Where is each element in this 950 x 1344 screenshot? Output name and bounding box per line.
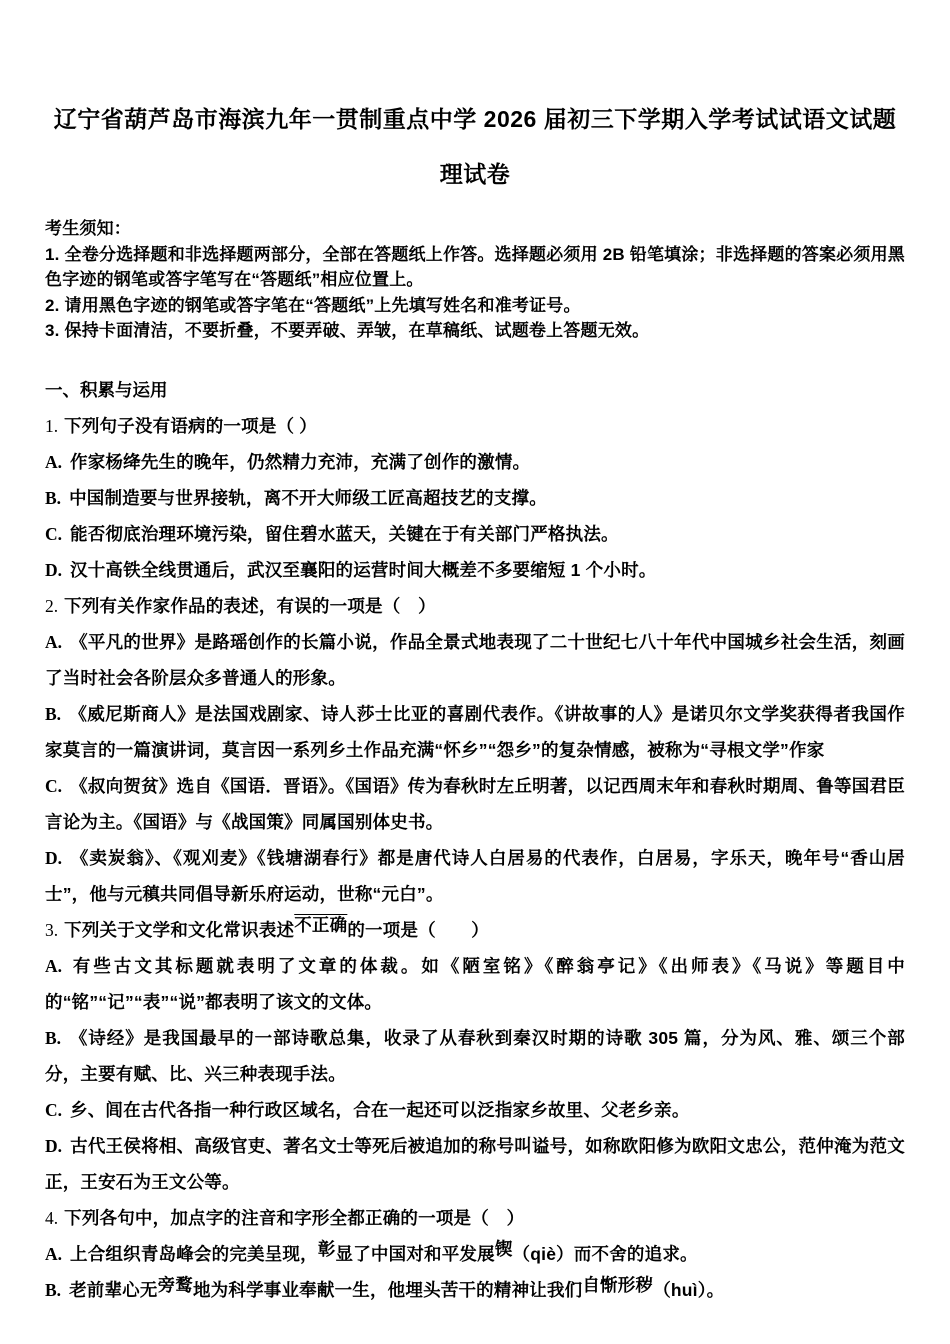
option-row	[45, 1236, 905, 1272]
option-row	[45, 624, 905, 696]
option-text: 老前辈心无	[69, 1279, 158, 1300]
notice-item: 3. 保持卡面清洁，不要折叠，不要弄破、弄皱，在草稿纸、试题卷上答题无效。	[45, 321, 650, 340]
option-row	[45, 444, 905, 480]
option-label: A.	[45, 1243, 63, 1264]
emphasized-char: 彰	[317, 1238, 336, 1259]
option-row	[45, 1020, 905, 1092]
option-text: 中国制造要与世界接轨，离不开大师级工匠高超技艺的支撑。	[69, 487, 547, 508]
option-row	[45, 552, 905, 588]
option-label: D.	[45, 847, 63, 868]
notice-block	[45, 216, 905, 344]
option-text: （qiè）而不舍的追求。	[512, 1243, 698, 1264]
option-label: A.	[45, 631, 63, 652]
question-number: 3.	[45, 919, 59, 940]
emphasized-char: 旁鹜	[157, 1274, 193, 1295]
option-text: 显了中国对和平发展	[335, 1243, 495, 1264]
question-number: 1.	[45, 415, 59, 436]
option-label: C.	[45, 1099, 63, 1120]
option-label: D.	[45, 1135, 63, 1156]
option-text: 《平凡的世界》是路瑶创作的长篇小说，作品全景式地表现了二十世纪七八十年代中国城乡社会生活，刻画了当时社会各阶层众多普通人的形象。	[45, 631, 905, 688]
option-row	[45, 480, 905, 516]
option-label: B.	[45, 487, 62, 508]
option-row	[45, 1128, 905, 1200]
option-text: 汉十高铁全线贯通后，武汉至襄阳的运营时间大概差不多要缩短 1 个小时。	[70, 559, 657, 580]
option-text: 古代王侯将相、高级官吏、著名文士等死后被追加的称号叫谥号，如称欧阳修为欧阳文忠公，范仲淹为范文正，王安石为王文公等。	[45, 1135, 905, 1192]
question-2	[45, 588, 905, 912]
emphasized-char: 自惭形秽	[582, 1274, 654, 1295]
stem-text: 下列关于文学和文化常识表述	[64, 919, 295, 940]
option-text: 有些古文其标题就表明了文章的体裁。如《陋室铭》《醉翁亭记》《出师表》《马说》等题目中的“铭”“记”“表”“说”都表明了该文的文体。	[45, 955, 905, 1012]
option-row	[45, 948, 905, 1020]
question-stem	[45, 588, 905, 624]
option-label: C.	[45, 523, 63, 544]
stem-text: 下列有关作家作品的表述，有误的一项是（ ）	[64, 595, 436, 616]
question-stem	[45, 1200, 905, 1236]
stem-text: 下列各句中，加点字的注音和字形全都正确的一项是（ ）	[64, 1207, 525, 1228]
option-row	[45, 840, 905, 912]
option-text: 地为科学事业奉献一生，他埋头苦干的精神让我们	[192, 1279, 583, 1300]
notice-item: 2. 请用黑色字迹的钢笔或答字笔在“答题纸”上先填写姓名和准考证号。	[45, 295, 581, 315]
question-stem	[45, 912, 905, 948]
question-3	[45, 912, 905, 1200]
section-heading: 一、积累与运用	[45, 379, 168, 400]
stem-text: 下列句子没有语病的一项是（ ）	[64, 415, 317, 436]
option-label: C.	[45, 775, 63, 796]
option-label: B.	[45, 703, 62, 724]
exam-title: 辽宁省葫芦岛市海滨九年一贯制重点中学 2026 届初三下学期入学考试试语文试题理试卷	[53, 106, 897, 187]
option-row	[45, 516, 905, 552]
option-text: 上合组织青岛峰会的完美呈现，	[70, 1243, 318, 1264]
option-label: D.	[45, 559, 63, 580]
option-row	[45, 1092, 905, 1128]
notice-heading: 考生须知：	[45, 219, 131, 238]
option-text: （huì）。	[653, 1279, 725, 1300]
option-text: 能否彻底治理环境污染，留住碧水蓝天，关键在于有关部门严格执法。	[70, 523, 619, 544]
option-text: 《诗经》是我国最早的一部诗歌总集，收录了从春秋到秦汉时期的诗歌 305 篇，分为风、雅、颂三个部分，主要有赋、比、兴三种表现手法。	[45, 1027, 905, 1084]
option-label: A.	[45, 955, 63, 976]
option-row	[45, 1272, 905, 1308]
stem-text: 的一项是（ ）	[347, 919, 489, 940]
option-text: 乡、闾在古代各指一种行政区域名，合在一起还可以泛指家乡故里、父老乡亲。	[70, 1099, 690, 1120]
stem-emphasis-text: 不正确	[294, 914, 348, 935]
question-stem	[45, 408, 905, 444]
questions-area	[45, 408, 905, 1308]
option-label: B.	[45, 1027, 62, 1048]
question-4	[45, 1200, 905, 1308]
question-number: 4.	[45, 1207, 59, 1228]
option-row	[45, 768, 905, 840]
option-text: 《卖炭翁》、《观刈麦》《钱塘湖春行》都是唐代诗人白居易的代表作，白居易，字乐天，晚年号“香山居士”，他与元稹共同倡导新乐府运动，世称“元白”。	[45, 847, 905, 904]
option-row	[45, 696, 905, 768]
question-number: 2.	[45, 595, 59, 616]
emphasized-char: 锲	[494, 1238, 513, 1259]
option-text: 《叔向贺贫》选自《国语．晋语》。《国语》传为春秋时左丘明著，以记西周末年和春秋时期周、鲁等国君臣言论为主。《国语》与《战国策》同属国别体史书。	[45, 775, 905, 832]
option-text: 作家杨绛先生的晚年，仍然精力充沛，充满了创作的激情。	[70, 451, 531, 472]
option-text: 《威尼斯商人》是法国戏剧家、诗人莎士比亚的喜剧代表作。《讲故事的人》是诺贝尔文学奖获得者我国作家莫言的一篇演讲词，莫言因一系列乡土作品充满“怀乡”“怨乡”的复杂情感，被称为“寻根文学”作家	[45, 703, 905, 760]
notice-item: 1. 全卷分选择题和非选择题两部分，全部在答题纸上作答。选择题必须用 2B 铅笔填涂；非选择题的答案必须用黑色字迹的钢笔或答字笔写在“答题纸”相应位置上。	[45, 244, 905, 289]
option-label: B.	[45, 1279, 62, 1300]
option-label: A.	[45, 451, 63, 472]
question-1	[45, 408, 905, 588]
